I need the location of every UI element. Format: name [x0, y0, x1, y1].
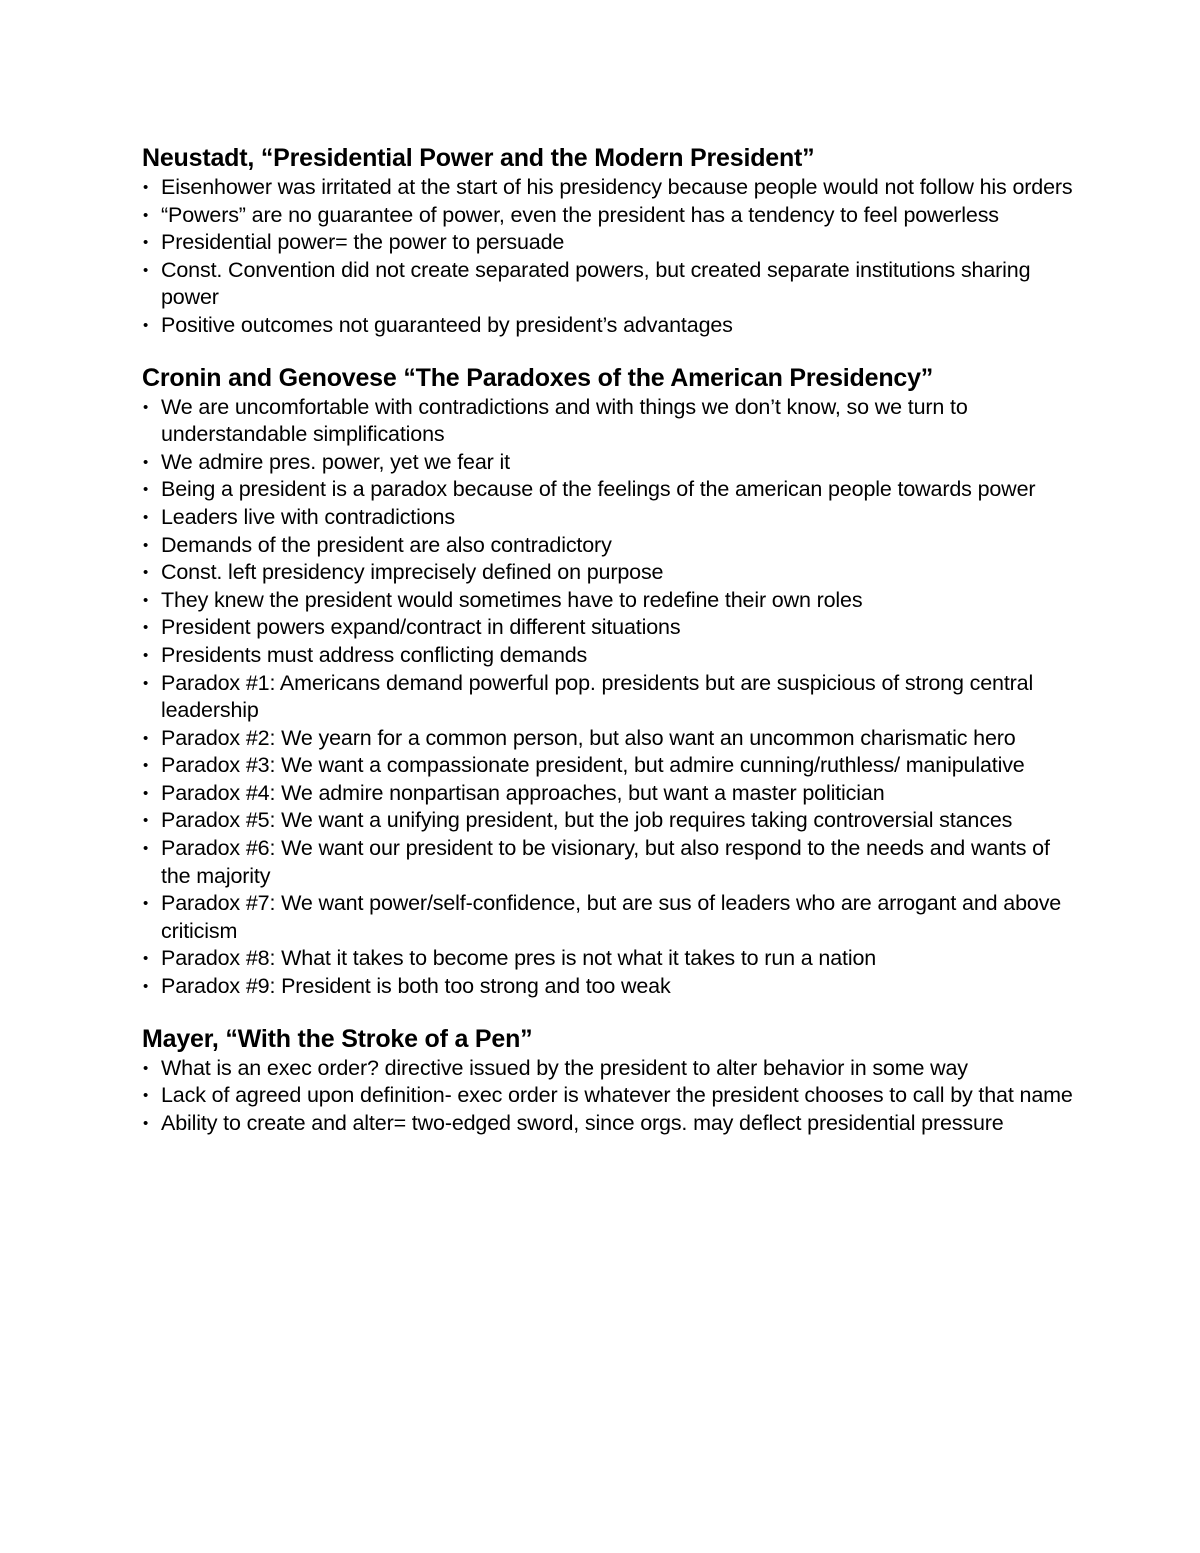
- bullet-icon: •: [143, 206, 149, 224]
- list-item-text: We admire pres. power, yet we fear it: [161, 449, 510, 474]
- bullet-icon: •: [143, 481, 149, 499]
- list-item-text: Paradox #9: President is both too strong and too weak: [161, 974, 671, 999]
- list-item-text: “Powers” are no guarantee of power, even the president has a tendency to feel powerless: [161, 202, 999, 227]
- list-item: [142, 642, 1082, 670]
- list-item-text: They knew the president would sometimes have to redefine their own roles: [161, 587, 863, 612]
- list-item-text: Paradox #5: We want a unifying president, but the job requires taking controversial stances: [161, 808, 1013, 833]
- bullet-icon: •: [143, 1087, 149, 1105]
- bullet-icon: •: [143, 398, 149, 416]
- list-item: [142, 257, 1082, 312]
- bullet-icon: •: [143, 1059, 149, 1077]
- list-item-text: Presidents must address conflicting demands: [161, 642, 588, 667]
- document-page: [142, 142, 1082, 1137]
- list-item: [142, 973, 1082, 1001]
- bullet-icon: •: [143, 757, 149, 775]
- bullet-icon: •: [143, 784, 149, 802]
- list-item: [142, 890, 1082, 945]
- section-title: Cronin and Genovese “The Paradoxes of the American Presidency”: [142, 363, 934, 392]
- bullet-icon: •: [143, 316, 149, 334]
- bullet-icon: •: [143, 234, 149, 252]
- list-item: [142, 394, 1082, 449]
- list-item: [142, 229, 1082, 257]
- bullet-list: [142, 394, 1082, 1001]
- list-item: [142, 835, 1082, 890]
- list-item-text: Positive outcomes not guaranteed by president’s advantages: [161, 312, 733, 337]
- list-item-text: Paradox #2: We yearn for a common person, but also want an uncommon charismatic hero: [161, 725, 1016, 750]
- list-item-text: Leaders live with contradictions: [161, 504, 455, 529]
- list-item: [142, 752, 1082, 780]
- list-item: [142, 725, 1082, 753]
- list-item-text: Const. Convention did not create separated powers, but created separate institutions sharing power: [161, 257, 1031, 310]
- bullet-list: [142, 1055, 1082, 1138]
- list-item-text: Paradox #8: What it takes to become pres is not what it takes to run a nation: [161, 946, 877, 971]
- list-item-text: What is an exec order? directive issued by the president to alter behavior in some way: [161, 1055, 968, 1080]
- bullet-icon: •: [143, 978, 149, 996]
- bullet-icon: •: [143, 1114, 149, 1132]
- bullet-icon: •: [143, 536, 149, 554]
- list-item-text: Presidential power= the power to persuade: [161, 230, 565, 255]
- section-title: Mayer, “With the Stroke of a Pen”: [142, 1024, 533, 1053]
- section-title: Neustadt, “Presidential Power and the Modern President”: [142, 144, 815, 172]
- list-item: [142, 449, 1082, 477]
- list-item-text: Ability to create and alter= two-edged sword, since orgs. may deflect presidential pressure: [161, 1110, 1004, 1135]
- bullet-icon: •: [143, 261, 149, 279]
- bullet-icon: •: [143, 950, 149, 968]
- list-item-text: Demands of the president are also contradictory: [161, 532, 612, 557]
- list-item: [142, 587, 1082, 615]
- list-item: [142, 945, 1082, 973]
- bullet-icon: •: [143, 619, 149, 637]
- list-item: [142, 1110, 1082, 1138]
- list-item-text: Being a president is a paradox because of the feelings of the american people towards power: [161, 477, 1036, 502]
- list-item-text: We are uncomfortable with contradictions and with things we don’t know, so we turn to understandable simplifications: [161, 394, 968, 447]
- list-item: [142, 202, 1082, 230]
- bullet-icon: •: [143, 674, 149, 692]
- list-item: [142, 807, 1082, 835]
- list-item: [142, 670, 1082, 725]
- bullet-list: [142, 174, 1082, 340]
- list-item-text: Paradox #4: We admire nonpartisan approaches, but want a master politician: [161, 780, 885, 805]
- list-item-text: Paradox #6: We want our president to be visionary, but also respond to the needs and wants of the majority: [161, 836, 1050, 888]
- bullet-icon: •: [143, 564, 149, 582]
- section-mayer: [142, 1023, 1082, 1138]
- list-item-text: Paradox #7: We want power/self-confidence, but are sus of leaders who are arrogant and above criticism: [161, 891, 1062, 943]
- section-cronin-genovese: [142, 362, 1082, 1001]
- bullet-icon: •: [143, 453, 149, 471]
- list-item-text: Lack of agreed upon definition- exec order is whatever the president chooses to call by that name: [161, 1083, 1073, 1108]
- bullet-icon: •: [143, 895, 149, 913]
- list-item: [142, 504, 1082, 532]
- bullet-icon: •: [143, 840, 149, 858]
- bullet-icon: •: [143, 812, 149, 830]
- bullet-icon: •: [143, 646, 149, 664]
- list-item-text: Paradox #1: Americans demand powerful pop. presidents but are suspicious of strong central leadership: [161, 670, 1034, 723]
- list-item-text: Eisenhower was irritated at the start of his presidency because people would not follow his orders: [161, 175, 1073, 199]
- list-item: [142, 1082, 1082, 1110]
- list-item: [142, 312, 1082, 340]
- bullet-icon: •: [143, 179, 149, 196]
- list-item: [142, 476, 1082, 504]
- list-item-text: Paradox #3: We want a compassionate president, but admire cunning/ruthless/ manipulative: [161, 753, 1025, 778]
- list-item: [142, 780, 1082, 808]
- section-neustadt: [142, 142, 1082, 340]
- list-item-text: Const. left presidency imprecisely defined on purpose: [161, 560, 664, 585]
- bullet-icon: •: [143, 729, 149, 747]
- bullet-icon: •: [143, 508, 149, 526]
- list-item: [142, 532, 1082, 560]
- list-item: [142, 559, 1082, 587]
- list-item: [142, 1055, 1082, 1083]
- list-item: [142, 614, 1082, 642]
- bullet-icon: •: [143, 591, 149, 609]
- list-item: [142, 174, 1082, 202]
- list-item-text: President powers expand/contract in different situations: [161, 615, 681, 640]
